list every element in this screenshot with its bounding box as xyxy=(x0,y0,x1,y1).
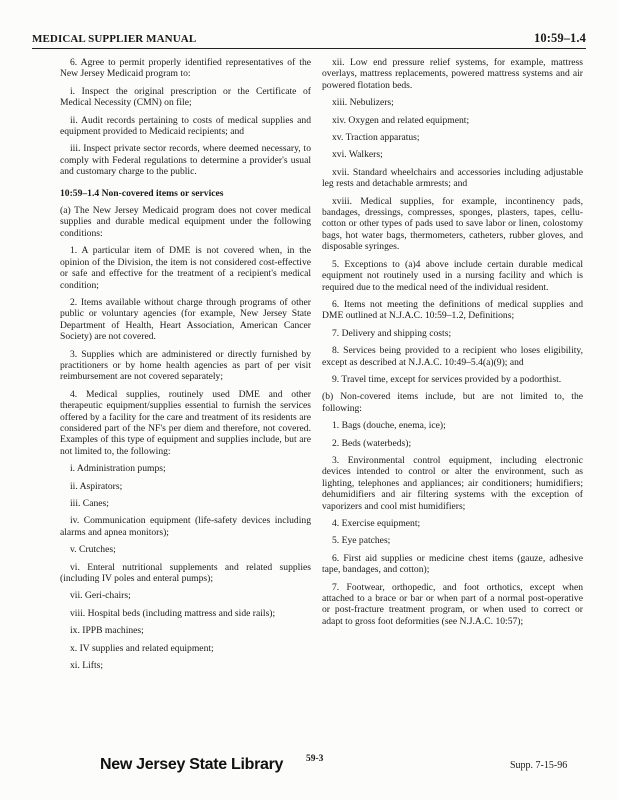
paragraph: 3. Environmental control equipment, including electronic devices intended to control or alter the environment, such as lighting, telephones and appliances; air conditioners; humidifiers; dehumidifiers and air filtering systems with the exception of vaporizers and cool mist humidifiers; xyxy=(322,454,583,512)
paragraph: xvii. Standard wheelchairs and accessories including adjustable leg rests and detachable armrests; and xyxy=(322,166,583,190)
paragraph: 1. Bags (douche, enema, ice); xyxy=(332,420,446,432)
paragraph: xvi. Walkers; xyxy=(332,149,383,161)
paragraph: ix. IPPB machines; xyxy=(70,625,144,637)
paragraph: 1. A particular item of DME is not covered when, in the opinion of the Division, the item is not considered cost-effective or safe and effective for the treatment of a recipient's medical condition; xyxy=(60,245,311,291)
paragraph: i. Inspect the original prescription or the Certificate of Medical Necessity (CMN) on file; xyxy=(60,85,311,109)
paragraph: xii. Low end pressure relief systems, for example, mattress overlays, mattress replacements, powered mattress systems and air powered flotation beds. xyxy=(322,57,583,91)
left-column xyxy=(60,57,311,677)
paragraph: (b) Non-covered items include, but are not limited to, the following: xyxy=(322,391,583,414)
paragraph: 5. Exceptions to (a)4 above include certain durable medical equipment not routinely used in a nursing facility and which is required due to the medical need of the individual resident. xyxy=(322,258,583,293)
paragraph: xiii. Nebulizers; xyxy=(332,97,394,109)
paragraph: 5. Eye patches; xyxy=(332,535,391,547)
paragraph: i. Administration pumps; xyxy=(70,463,166,475)
paragraph: 7. Delivery and shipping costs; xyxy=(332,327,452,339)
paragraph: 6. First aid supplies or medicine chest items (gauze, adhesive tape, bandages, and cotton); xyxy=(322,552,583,576)
paragraph: 4. Exercise equipment; xyxy=(332,518,421,529)
paragraph: 8. Services being provided to a recipient who loses eligibility, except as described at N.J.A.C. 10:49–5.4(a)(9); and xyxy=(322,345,583,368)
paragraph: iii. Canes; xyxy=(70,498,109,509)
paragraph: ii. Aspirators; xyxy=(70,480,123,492)
paragraph: 6. Agree to permit properly identified representatives of the New Jersey Medicaid program to: xyxy=(60,57,311,80)
paragraph: iv. Communication equipment (life-safety devices including alarms and apnea monitors); xyxy=(60,515,311,538)
paragraph: ii. Audit records pertaining to costs of medical supplies and equipment provided to Medicaid recipients; and xyxy=(60,114,311,138)
paragraph: x. IV supplies and related equipment; xyxy=(70,642,214,654)
paragraph: 3. Supplies which are administered or directly furnished by practitioners or by home health agencies as part of per visit reimbursement are not covered separately; xyxy=(60,348,311,383)
paragraph: xviii. Medical supplies, for example, incontinency pads, bandages, dressings, compresses, sponges, plasters, tapes, cellu-cotton or other types of pads used to save labor or linen, colostomy bags, hot water bags, thermometers, catheters, rubber gloves, and disposable syringes. xyxy=(322,195,583,253)
paragraph: xiv. Oxygen and related equipment; xyxy=(332,114,470,126)
section-heading: 10:59–1.4 Non-covered items or services xyxy=(60,187,224,199)
paragraph: iii. Inspect private sector records, where deemed necessary, to comply with Federal regulations to determine a provider's usual and customary charge to the public. xyxy=(60,143,311,178)
paragraph: viii. Hospital beds (including mattress and side rails); xyxy=(70,607,276,619)
section-number: 10:59–1.4 xyxy=(534,31,586,45)
supplement-date: Supp. 7-15-96 xyxy=(510,760,568,771)
paragraph: (a) The New Jersey Medicaid program does not cover medical supplies and durable medical equipment under the following conditions: xyxy=(60,205,311,239)
paragraph: vi. Enteral nutritional supplements and related supplies (including IV poles and enteral pumps); xyxy=(60,561,311,585)
page-number: 59-3 xyxy=(306,754,324,764)
page-footer xyxy=(0,752,618,782)
paragraph: vii. Geri-chairs; xyxy=(70,590,131,602)
paragraph: xi. Lifts; xyxy=(70,660,104,672)
paragraph: xv. Traction apparatus; xyxy=(332,132,420,144)
paragraph: 9. Travel time, except for services provided by a podorthist. xyxy=(332,373,562,385)
paragraph: 6. Items not meeting the definitions of medical supplies and DME outlined at N.J.A.C. 10:59–1.2, Definitions; xyxy=(322,298,583,322)
running-header xyxy=(32,30,586,49)
right-column xyxy=(322,57,583,633)
paragraph: 2. Items available without charge through programs of other public or voluntary agencies (for example, New Jersey State Department of Health, Heart Association, American Cancer Society) are not covered. xyxy=(60,296,311,343)
manual-title: MEDICAL SUPPLIER MANUAL xyxy=(32,33,197,45)
paragraph: 2. Beds (waterbeds); xyxy=(332,437,412,449)
paragraph: v. Crutches; xyxy=(70,544,116,556)
library-stamp: New Jersey State Library xyxy=(100,756,284,773)
paragraph: 4. Medical supplies, routinely used DME and other therapeutic equipment/supplies essential to furnish the services offered by a facility for the care and treatment of its residents are considered part of the NF's per diem and therefore, not covered. Examples of this type of equipment and supplies include, but are not limited to, the following: xyxy=(60,388,311,457)
paragraph: 7. Footwear, orthopedic, and foot orthotics, except when attached to a brace or bar or when part of a normal post-operative or post-fracture treatment program, or when used to correct or adapt to gross foot deformities (see N.J.A.C. 10:57); xyxy=(322,581,583,627)
